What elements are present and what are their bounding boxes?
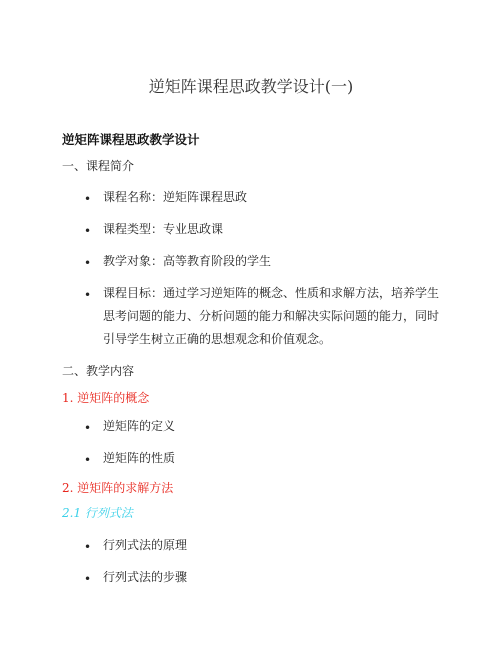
list-item-goal-line-1: 课程目标：通过学习逆矩阵的概念、性质和求解方法，培养学生	[103, 286, 440, 300]
list-item-definition: 逆矩阵的定义	[103, 419, 176, 433]
bullet-marker: •	[84, 572, 92, 586]
list-item-audience: 教学对象：高等教育阶段的学生	[103, 254, 272, 268]
list-item-properties: 逆矩阵的性质	[103, 451, 176, 465]
subsection-heading-methods: 2. 逆矩阵的求解方法	[62, 481, 174, 495]
list-item-goal-line-2: 思考问题的能力、分析问题的能力和解决实际问题的能力，同时	[103, 309, 440, 323]
bullet-marker: •	[84, 540, 92, 554]
document-title: 逆矩阵课程思政教学设计(一)	[148, 77, 354, 96]
bullet-marker: •	[84, 224, 92, 238]
subsection-heading-concept: 1. 逆矩阵的概念	[62, 391, 150, 405]
bullet-marker: •	[84, 453, 92, 467]
list-item-course-name: 课程名称：逆矩阵课程思政	[103, 190, 248, 204]
list-item-determinant-steps: 行列式法的步骤	[103, 570, 188, 584]
section2-heading: 二、教学内容	[62, 364, 135, 378]
bullet-marker: •	[84, 288, 92, 302]
section-subtitle: 逆矩阵课程思政教学设计	[62, 132, 200, 147]
list-item-determinant-principle: 行列式法的原理	[103, 538, 188, 552]
list-item-course-type: 课程类型：专业思政课	[103, 222, 224, 236]
list-item-goal-line-3: 引导学生树立正确的思想观念和价值观念。	[103, 332, 332, 346]
bullet-marker: •	[84, 256, 92, 270]
subsubsection-heading-determinant: 2.1 行列式法	[62, 506, 133, 520]
section1-heading: 一、课程简介	[62, 159, 135, 173]
bullet-marker: •	[84, 192, 92, 206]
bullet-marker: •	[84, 421, 92, 435]
